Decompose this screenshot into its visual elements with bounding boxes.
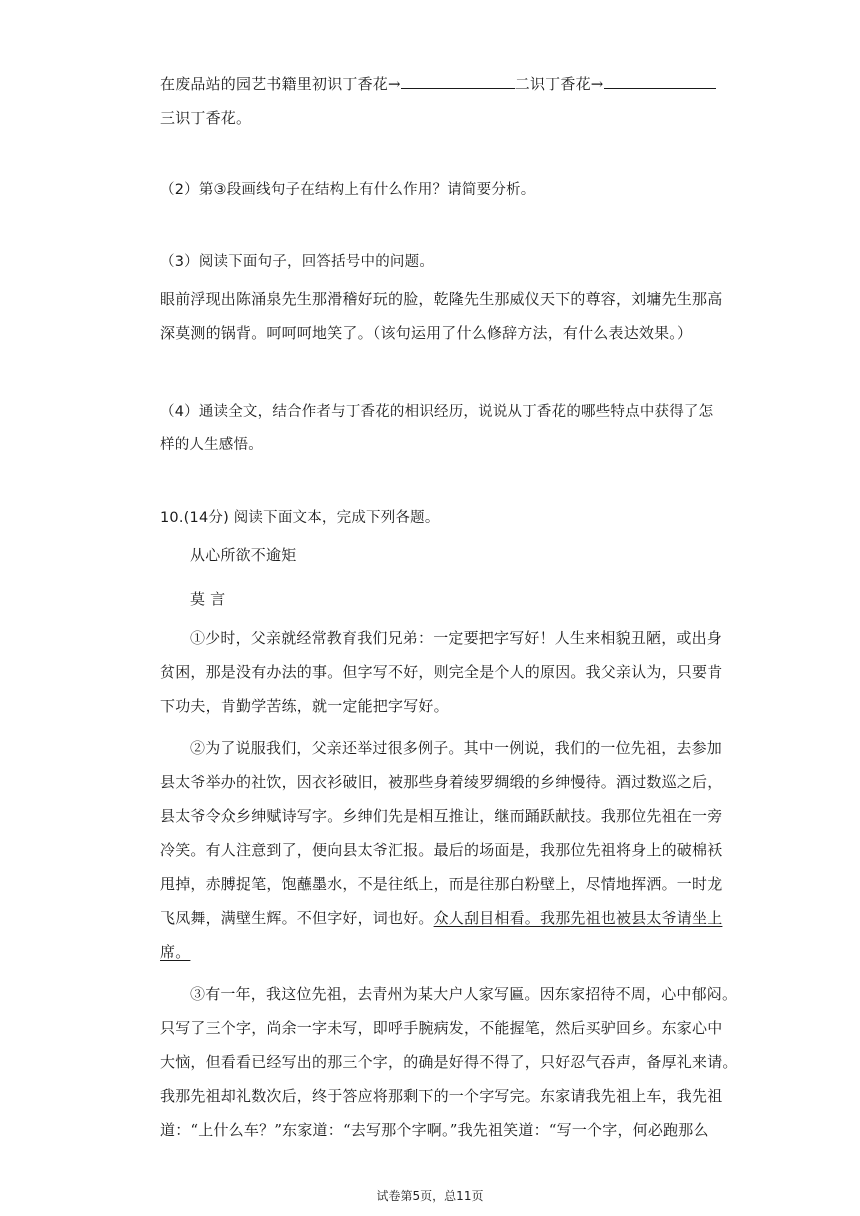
paragraph-3-line-3: 大恼，但看看已经写出的那三个字，的确是好得不得了，只好忍气吞声，备厚礼来请。 <box>160 1053 738 1071</box>
paragraph-2-line-6-text: 飞凤舞，满壁生辉。不但字好，词也好。 <box>160 909 434 927</box>
paragraph-2-line-4: 冷笑。有人注意到了，便向县太爷汇报。最后的场面是，我那位先祖将身上的破棉袄 <box>160 841 723 859</box>
paragraph-1-line-3: 下功夫，肯勤学苦练，就一定能把字写好。 <box>160 697 449 715</box>
paragraph-2-line-6 <box>160 908 760 928</box>
sequence-second: 二识丁香花→ <box>514 75 604 93</box>
article-author: 莫 言 <box>190 590 226 608</box>
paragraph-2-line-2: 县太爷举办的社饮，因衣衫破旧，被那些身着绫罗绸缎的乡绅慢待。酒过数巡之后， <box>160 773 723 791</box>
question-2: （2）第③段画线句子在结构上有什么作用？请简要分析。 <box>160 182 536 198</box>
question-4-line-2: 样的人生感悟。 <box>160 437 263 453</box>
sequence-first: 在废品站的园艺书籍里初识丁香花→ <box>160 75 401 93</box>
underlined-sentence: 众人刮目相看。我那先祖也被县太爷请坐上 <box>433 909 723 927</box>
paragraph-3-line-4: 我那先祖却礼数次后，终于答应将那剩下的一个字写完。东家请我先祖上车，我先祖 <box>160 1087 723 1105</box>
answer-blank-2[interactable] <box>604 74 716 89</box>
page-footer: 试卷第5页，总11页 <box>376 1189 484 1203</box>
sequence-line-2: 三识丁香花。 <box>160 109 252 127</box>
question-3-title: （3）阅读下面句子，回答括号中的问题。 <box>160 254 435 270</box>
question-3-sentence-line-1: 眼前浮现出陈涌泉先生那滑稽好玩的脸，乾隆先生那威仪天下的尊容，刘墉先生那高 <box>160 290 723 308</box>
paragraph-1-line-1: ①少时，父亲就经常教育我们兄弟：一定要把字写好！人生来相貌丑陋，或出身 <box>190 629 723 647</box>
underlined-sentence-end: 席。 <box>160 943 191 961</box>
paragraph-3-line-5: 道：“上什么车？”东家道：“去写那个字啊。”我先祖笑道：“写一个字，何必跑那么 <box>160 1121 709 1139</box>
question-10-header: 10.(14分) 阅读下面文本，完成下列各题。 <box>160 510 440 526</box>
paragraph-3-line-2: 只写了三个字，尚余一字未写，即呼手腕病发，不能握笔，然后买驴回乡。东家心中 <box>160 1019 723 1037</box>
sequence-line-1 <box>160 74 760 94</box>
question-4-line-1: （4）通读全文，结合作者与丁香花的相识经历，说说从丁香花的哪些特点中获得了怎 <box>160 404 714 420</box>
paragraph-2-line-7 <box>160 942 760 962</box>
answer-blank-1[interactable] <box>401 74 515 89</box>
article-title: 从心所欲不逾矩 <box>190 546 297 564</box>
paragraph-2-line-3: 县太爷令众乡绅赋诗写字。乡绅们先是相互推让，继而踊跃献技。我那位先祖在一旁 <box>160 807 723 825</box>
paragraph-2-line-1: ②为了说服我们，父亲还举过很多例子。其中一例说，我们的一位先祖，去参加 <box>190 739 723 757</box>
question-3-sentence-line-2: 深莫测的锅背。呵呵呵地笑了。（该句运用了什么修辞方法，有什么表达效果。） <box>160 324 693 342</box>
paragraph-2-line-5: 甩掉，赤膊捉笔，饱蘸墨水，不是往纸上，而是往那白粉壁上，尽情地挥洒。一时龙 <box>160 875 723 893</box>
paragraph-1-line-2: 贫困，那是没有办法的事。但字写不好，则完全是个人的原因。我父亲认为，只要肯 <box>160 663 723 681</box>
paragraph-3-line-1: ③有一年，我这位先祖，去青州为某大户人家写匾。因东家招待不周，心中郁闷。 <box>190 985 738 1003</box>
